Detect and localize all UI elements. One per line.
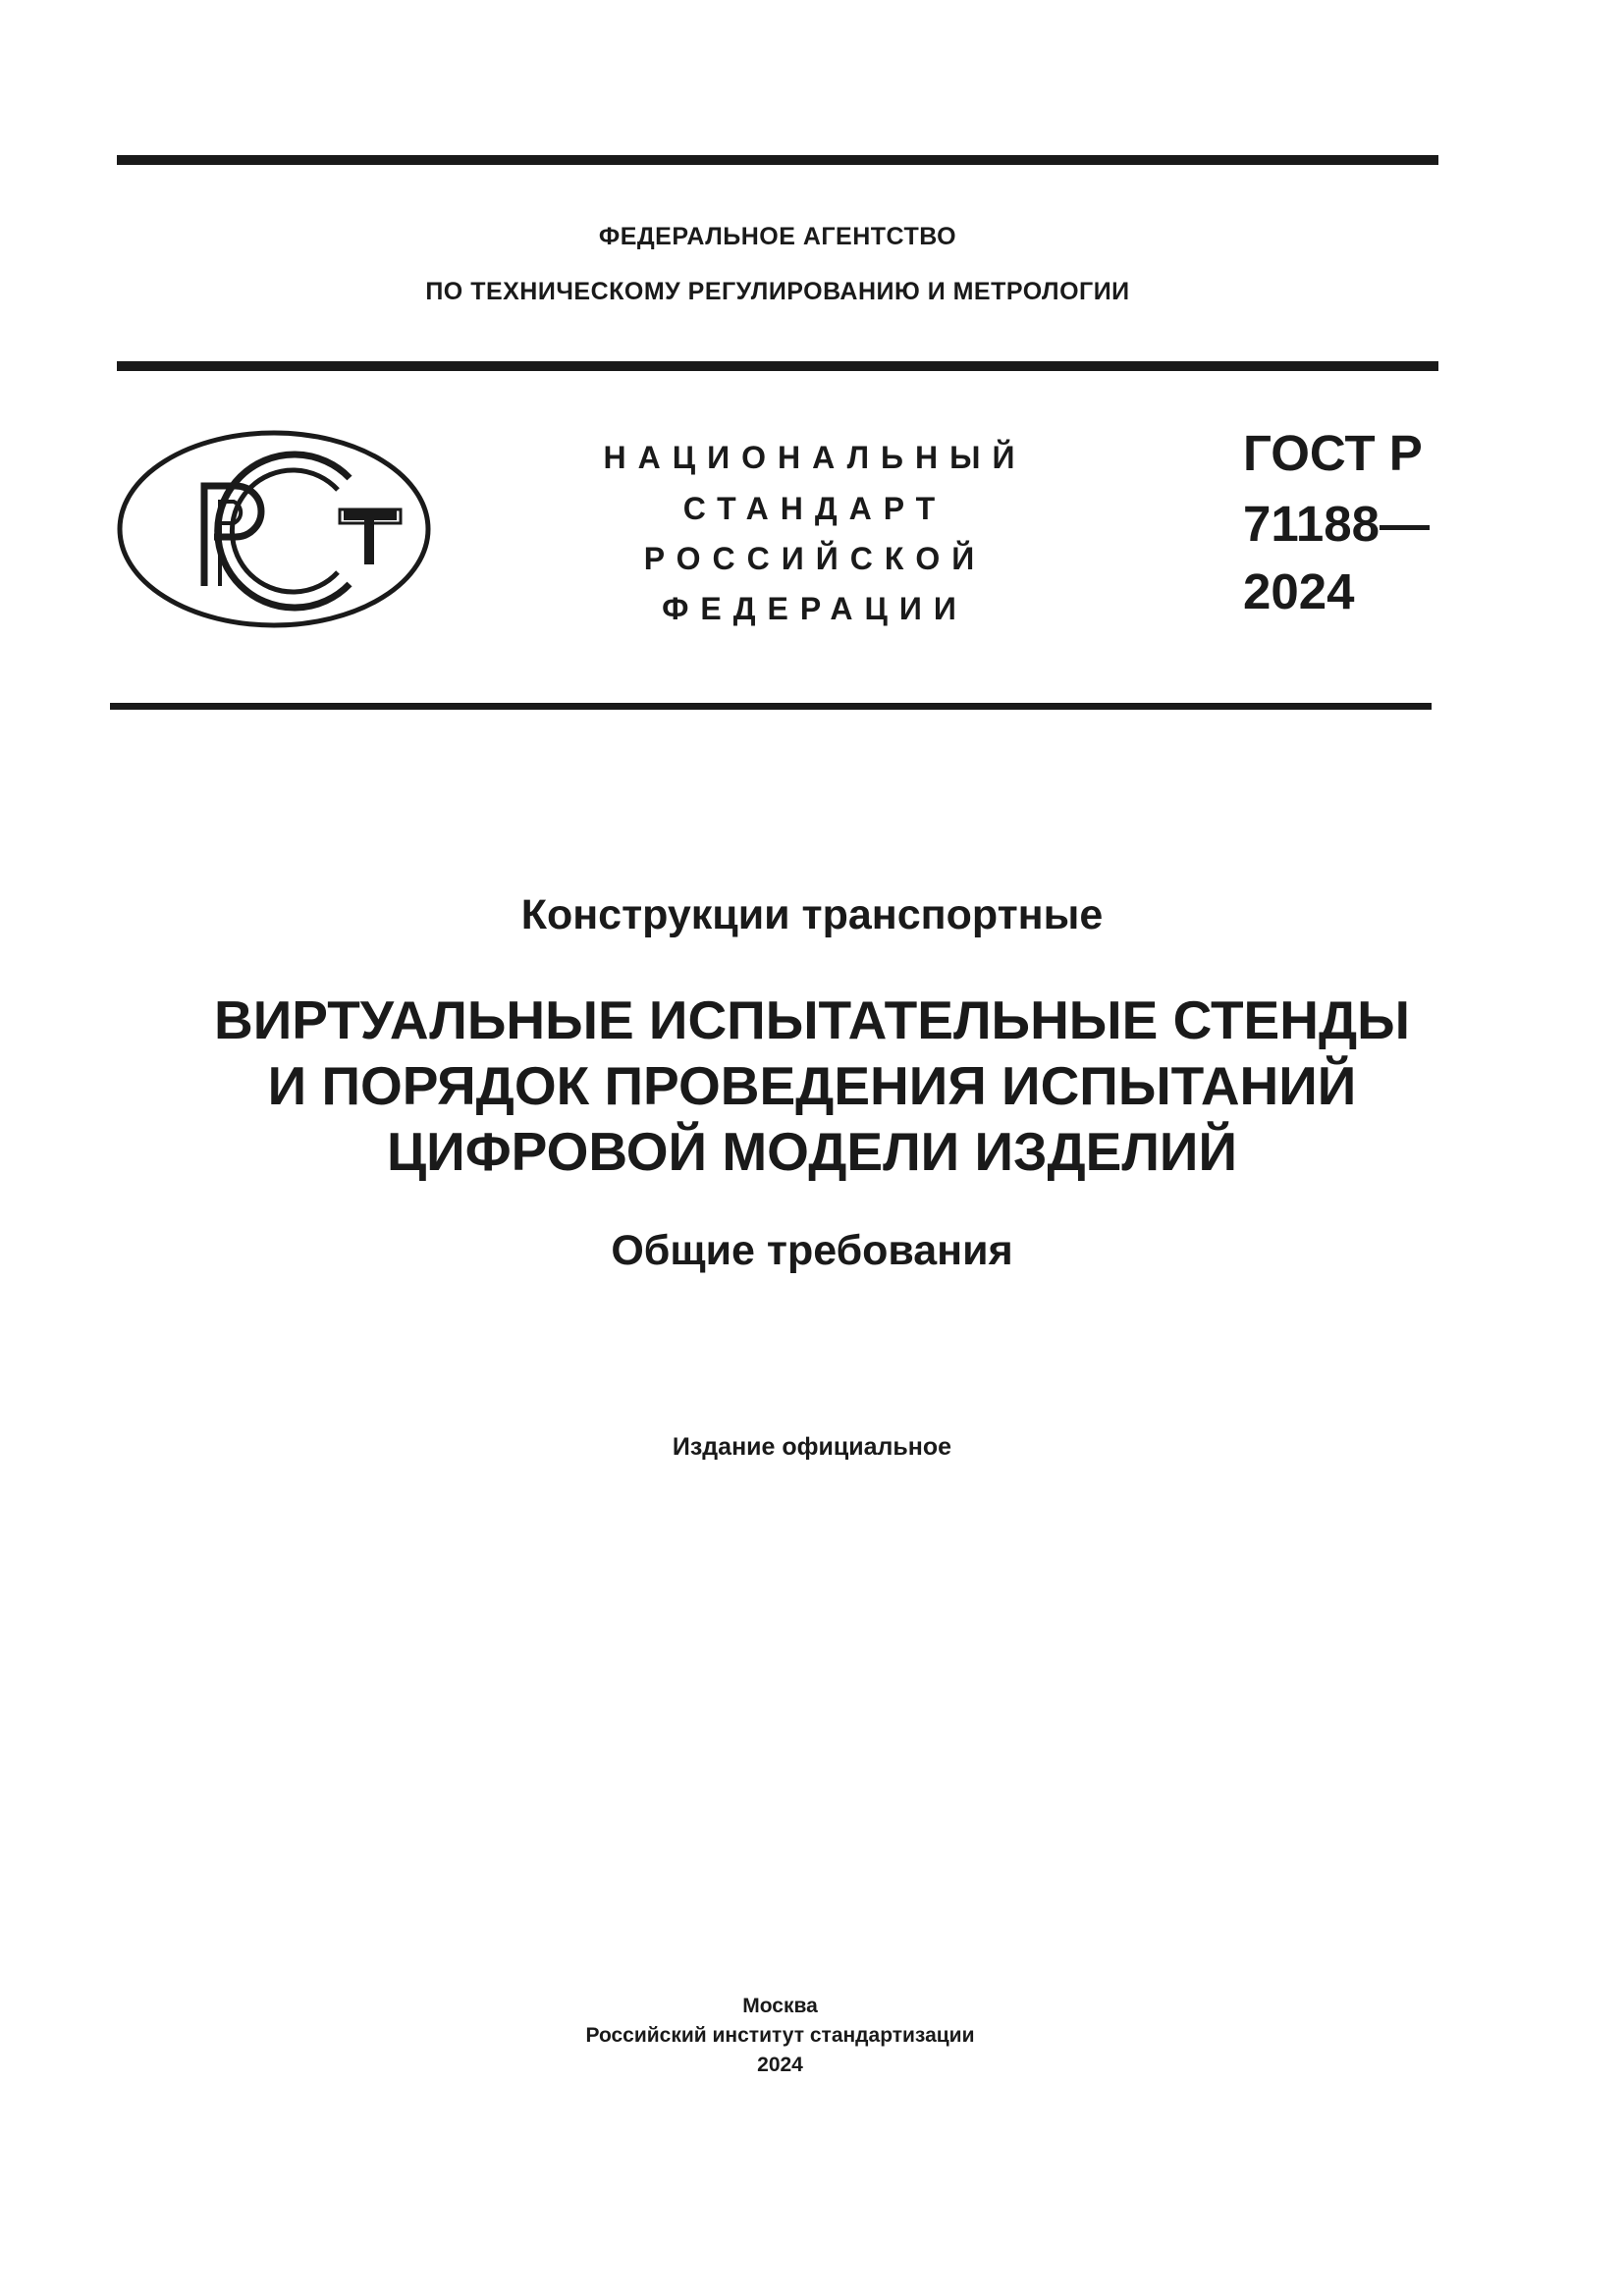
designation-line-2: 71188— [1243, 496, 1431, 552]
imprint-publisher: Российский институт стандартизации [585, 2024, 975, 2047]
designation-line-3: 2024 [1243, 563, 1355, 619]
standard-label-line-2: СТАНДАРТ [682, 491, 947, 526]
rst-conformity-mark-icon [116, 429, 432, 629]
imprint-year: 2024 [757, 2054, 803, 2076]
document-subtitle: Конструкции транспортные [520, 891, 1104, 938]
edition-label: Издание официальное [672, 1433, 952, 1461]
document-part-title: Общие требования [611, 1227, 1013, 1274]
standard-label-line-1: НАЦИОНАЛЬНЫЙ [603, 440, 1027, 475]
middle-rule [117, 361, 1438, 371]
top-rule [117, 155, 1438, 165]
imprint-city: Москва [742, 1995, 818, 2017]
standard-label-line-4: ФЕДЕРАЦИИ [662, 591, 968, 626]
agency-line-2: ПО ТЕХНИЧЕСКОМУ РЕГУЛИРОВАНИЮ И МЕТРОЛОГИИ [425, 278, 1130, 305]
standard-label-line-3: РОССИЙСКОЙ [643, 541, 987, 576]
document-title-line-1: ВИРТУАЛЬНЫЕ ИСПЫТАТЕЛЬНЫЕ СТЕНДЫ [214, 989, 1410, 1050]
document-title-line-2: И ПОРЯДОК ПРОВЕДЕНИЯ ИСПЫТАНИЙ [267, 1055, 1357, 1116]
designation-line-1: ГОСТ Р [1243, 425, 1423, 481]
bottom-rule [110, 703, 1432, 710]
agency-line-1: ФЕДЕРАЛЬНОЕ АГЕНТСТВО [598, 223, 957, 250]
document-title-line-3: ЦИФРОВОЙ МОДЕЛИ ИЗДЕЛИЙ [387, 1121, 1237, 1182]
